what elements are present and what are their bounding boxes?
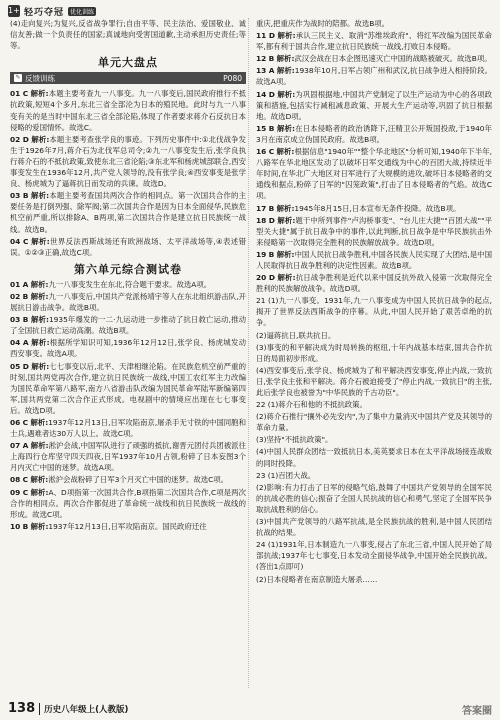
intro-paragraph: (4)走向复兴;为复兴,反省战争罪行;自由平等、民主法治、爱国敬业、诚信友善;做一个负责任的国家;真诚地向受害国道歉,主动承担历史责任;等等。 xyxy=(10,19,246,51)
test-title: 第六单元综合测试卷 xyxy=(74,262,182,276)
answer-item: 05 D 解析:七七事变以后,北平、天津相继沦陷。在民族危机空前严重的时刻,国共两党再次合作,建立抗日民族统一战线,中国工农红军主力改编为国民革命军第八路军,南方八省游击队改编为国民革命军陆军新编第四军,国共两党第二次合作正式形成。电视剧中的情境应出现在七七事变后。故选D项。 xyxy=(10,361,246,415)
answer-item: 01 A 解析:九一八事变发生在东北,符合题干要求。故选A项。 xyxy=(10,279,212,289)
q22-line: (3)坚持"不抵抗政策"。 xyxy=(256,435,333,445)
answer-item: 04 C 解析:世界反法西斯战场还有欧洲战场、太平洋战场等,④表述错误。①②③正确,故选C项。 xyxy=(10,236,246,257)
answer-item: 14 D 解析:为巩固根据地,中国共产党制定了以生产运动为中心的各项政策和措施,包括实行减租减息政策、开展大生产运动等,巩固了抗日根据地。故选D项。 xyxy=(256,89,492,121)
feedback-page: P080 xyxy=(223,73,242,83)
answer-item: 08 C 解析:淞沪会战粉碎了日军3个月灭亡中国的迷梦。故选C项。 xyxy=(10,475,229,485)
question-24 xyxy=(256,539,492,584)
question-21 xyxy=(256,295,492,398)
footer-separator xyxy=(39,703,40,715)
pencil-icon: ✎ xyxy=(15,74,21,82)
q22-line: (4)中国人民群众团结一致抵抗日本,美英要求日本在太平洋战场接连战败的同时投降。 xyxy=(256,447,492,468)
feedback-items xyxy=(10,88,246,257)
logo-subtitle: 优化训练 xyxy=(70,8,95,16)
answer-item: 06 C 解析:1937年12月13日,日军攻陷南京,屠杀手无寸铁的中国同胞和士兵,遇难者达30万人以上。故选C项。 xyxy=(10,418,246,439)
answer-item: 07 A 解析:淞沪会战,中国军队进行了顽强的抵抗,谢晋元团付兵团被派往上海四行仓库坚守四天四夜,日军1937年10月占领,粉碎了日本妄图3个月内灭亡中国的迷梦。故选A项。 xyxy=(10,441,246,473)
q21-line: (3)事变的和平解决成为时局转换的枢纽,十年内战基本结束,国共合作抗日的局面初步形成。 xyxy=(256,342,492,363)
feedback-bar xyxy=(10,72,246,84)
header xyxy=(8,4,96,18)
answer-item: 17 B 解析:1945年8月15日,日本宣布无条件投降。故选B项。 xyxy=(256,203,461,213)
answer-item: 03 B 解析:本题主要考查国共两次合作的相同点。第一次国共合作的主要任务是打倒列强、除军阀;第二次国共合作是因为日本全面侵华,民族危机空前严重,所以排除A、B两项,第二次国共合作是建立抗日民族统一战线。故选B。 xyxy=(10,191,246,234)
watermark: 答案圈 xyxy=(462,706,492,717)
logo-icon: 1+1 xyxy=(8,6,25,15)
left-column xyxy=(10,18,246,533)
footer xyxy=(8,701,128,716)
unit-title: 单元大盘点 xyxy=(98,56,158,70)
answer-item: 20 D 解析:抗日战争胜利是近代以来中国反抗外敌入侵第一次取得完全胜利的民族解放战争。故选D项。 xyxy=(256,273,492,294)
q23-line: 23 (1)百团大战。 xyxy=(256,470,316,480)
q22-line: (2)蒋介石推行"攘外必先安内",为了集中力量消灭中国共产党及其领导的革命力量。 xyxy=(256,412,492,433)
answer-item: 16 C 解析:根据信息"1940年""整个华北地区"分析可知,1940年下半年,八路军在华北地区发动了以破坏日军交通线为中心的百团大战,持续近半年时间,在华北广大地区对日军进行了大规模的进攻,破坏日本侵略者的交通线和据点,粉碎了日军的"囚笼政策",打击了日本侵略者的气焰。故选C项。 xyxy=(256,147,492,201)
test-items xyxy=(10,279,246,532)
answer-item: 10 B 解析:1937年12月13日,日军攻陷南京。国民政府迁往 xyxy=(10,521,207,531)
feedback-label: 反馈训练 xyxy=(25,73,55,83)
q21-line: 21 (1)九一八事变。1931年,九一八事变成为中国人民抗日战争的起点,揭开了世界反法西斯战争的序幕。从此,中国人民开始了艰苦卓绝的抗争。 xyxy=(256,296,492,328)
q22-line: 22 (1)蒋介石和他的不抵抗政策。 xyxy=(256,400,367,410)
column-divider xyxy=(248,18,249,688)
logo-text: 轻巧夺冠 xyxy=(24,7,65,18)
answer-item: 03 B 解析:1935年爆发的一二·九运动进一步推动了抗日救亡运动,推动了全国抗日救亡运动高潮。故选B项。 xyxy=(10,315,246,336)
question-22 xyxy=(256,399,492,469)
q21-line: (4)西安事变后,张学良、杨虎城为了和平解决西安事变,停止内战,一致抗日,张学良主张和平解决。蒋介石被迫接受了"停止内战,一致抗日"的主张,此后张学良也被誉为"中华民族的千古功臣"。 xyxy=(256,365,492,397)
answer-item: 19 B 解析:中国人民抗日战争胜利,中国各民族人民实现了大团结,是中国人民取得抗日战争胜利的决定性因素。故选B项。 xyxy=(256,249,492,270)
answer-item: 04 A 解析:根据所学知识可知,1936年12月12日,张学良、杨虎城发动西安事变。故选A项。 xyxy=(10,338,246,359)
answer-item: 01 C 解析:本题主要考查九一八事变。九一八事变后,国民政府推行不抵抗政策,短短4个多月,东北三省全部沦为日本的殖民地。此时与九一八事变有关的是当时中国东北三省全部沦陷,体现了作者要求蒋介石反抗日本侵略的爱国情怀。故选C。 xyxy=(10,89,246,132)
page-number: 138 xyxy=(8,701,36,716)
answer-item: 02 D 解析:本题主要考查张学良的事迹。下列历史事件中:①北伐战争发生于1926年7月,蒋介石为北伐军总司令;②九一八事变发生后,张学良执行蒋介石的不抵抗政策,致使东北三省沦陷;③东北军和杨虎城部联合,西安事变发生在1936年12月,共产党人领导的,没有张学良;④西安事变是张学良、杨虎城为了逼蒋抗日而发动的兵谏。故选D。 xyxy=(10,134,246,189)
answer-item: 18 D 解析:题干中所列事件"卢沟桥事变"、"台儿庄大捷""百团大战""平型关大捷"属于抗日战争中的事件,以此判断,抗日战争是中华民族抗击外来侵略第一次取得完全胜利的民族解放战争。故选D项。 xyxy=(256,215,492,247)
answer-item: 09 C 解析:A、D项指第一次国共合作,B项指第二次国共合作,C项是两次合作的相同点。两次合作都促进了革命统一战线和抗日民族统一战线的形成。故选C项。 xyxy=(10,487,246,519)
answer-item: 02 B 解析:九一八事变后,中国共产党派杨靖宇等人在东北组织游击队,开展抗日游击战争。故选B项。 xyxy=(10,291,246,313)
q23-line: (3)中国共产党领导的八路军抗战,是全民族抗战的胜利,是中国人民团结抗战的结果。 xyxy=(256,517,492,538)
q24-line: 24 (1)1931年,日本制造九一八事变,侵占了东北三省,中国人民开始了局部抗战;1937年七七事变,日本发动全面侵华战争,中国开始全民族抗战。(答出1点即可) xyxy=(256,540,492,572)
q23-line: (2)影响:有力打击了日军的侵略气焰,鼓舞了中国共产党领导的全国军民的抗战必胜的信心;振奋了全国人民抗战的信心和勇气,坚定了全国军民争取抗战胜利的信心。 xyxy=(256,482,492,514)
answer-item: 11 D 解析:承认三民主义、取消"苏维埃政府"、将红军改编为国民革命军,都有利于国共合作,建立抗日民族统一战线,打败日本侵略。 xyxy=(256,31,492,52)
q21-line: (2)逼蒋抗日,联共抗日。 xyxy=(256,330,336,340)
book-label: 历史八年级上(人教版) xyxy=(44,704,129,715)
q24-line: (2)日本侵略者在南京制造大屠杀…… xyxy=(256,574,378,584)
answer-item: 15 B 解析:在日本侵略者的政治诱降下,汪精卫公开叛国投敌,于1940年3月在南京成立伪国民政府。故选B项。 xyxy=(256,123,492,144)
continued-paragraph: 重庆,把重庆作为战时的陪都。故选B项。 xyxy=(256,19,390,28)
right-column xyxy=(256,18,492,586)
answer-item: 12 B 解析:武汉会战在日本企图迅速灭亡中国的战略被破灭。故选B项。 xyxy=(256,54,492,64)
question-23 xyxy=(256,470,492,539)
answer-item: 13 A 解析:1938年10月,日军占领广州和武汉,抗日战争进入相持阶段。故选A项。 xyxy=(256,66,492,87)
